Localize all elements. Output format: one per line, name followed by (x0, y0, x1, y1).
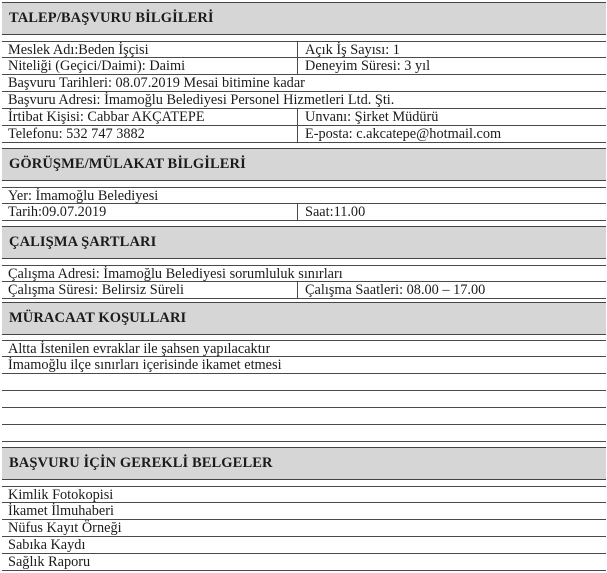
row-meslek (2, 41, 606, 58)
blank-line (2, 391, 606, 408)
list-item (2, 486, 606, 503)
deneyim-cell: Deneyim Süresi: 3 yıl (305, 58, 431, 74)
row-calisma-sure (2, 282, 606, 299)
row-tarih-saat (2, 204, 606, 221)
acik-is-cell: Açık İş Sayısı: 1 (305, 42, 400, 58)
belge-item-5: Sağlık Raporu (8, 554, 91, 570)
calisma-adres-cell: Çalışma Adresi: İmamoğlu Belediyesi sorumluluk sınırları (8, 266, 343, 281)
meslek-cell: Meslek Adı:Beden İşçisi (2, 42, 298, 57)
nitelik-cell: Niteliği (Geçici/Daimi): Daimi (2, 58, 298, 74)
list-item (2, 520, 606, 537)
belge-item-4: Sabıka Kaydı (8, 537, 86, 553)
row-telefon (2, 126, 606, 143)
list-item (2, 340, 606, 357)
calisma-saatleri-cell: Çalışma Saatleri: 08.00 – 17.00 (305, 282, 486, 298)
row-basvuru-adres (2, 92, 606, 109)
blank-line (2, 374, 606, 391)
row-basvuru-tarih (2, 75, 606, 92)
row-nitelik (2, 58, 606, 75)
section-heading-calisma: ÇALIŞMA ŞARTLARI (2, 226, 606, 259)
row-irtibat (2, 109, 606, 126)
blank-line (2, 408, 606, 425)
section-heading-muracaat: MÜRACAAT KOŞULLARI (2, 302, 606, 335)
basvuru-adres-cell: Başvuru Adresi: İmamoğlu Belediyesi Personel Hizmetleri Ltd. Şti. (8, 92, 395, 108)
job-posting-form (2, 2, 606, 571)
list-item (2, 357, 606, 374)
basvuru-tarih-cell: Başvuru Tarihleri: 08.07.2019 Mesai bitimine kadar (8, 75, 305, 91)
telefon-cell: Telefonu: 532 747 3882 (2, 126, 298, 142)
list-item (2, 554, 606, 571)
row-calisma-adres (2, 265, 606, 282)
belge-item-3: Nüfus Kayıt Örneği (8, 520, 122, 536)
muracaat-item-1: Altta İstenilen evraklar ile şahsen yapılacaktır (8, 341, 271, 356)
belge-item-2: İkamet İlmuhaberi (8, 503, 114, 519)
section-heading-talep: TALEP/BAŞVURU BİLGİLERİ (2, 2, 606, 35)
gorusme-saat-cell: Saat:11.00 (305, 204, 366, 220)
blank-line (2, 425, 606, 442)
row-yer (2, 187, 606, 204)
yer-cell: Yer: İmamoğlu Belediyesi (8, 188, 159, 203)
section-heading-gorusme: GÖRÜŞME/MÜLAKAT BİLGİLERİ (2, 148, 606, 181)
irtibat-cell: İrtibat Kişisi: Cabbar AKÇATEPE (2, 109, 298, 125)
belge-item-1: Kimlik Fotokopisi (8, 487, 114, 502)
list-item (2, 503, 606, 520)
list-item (2, 537, 606, 554)
muracaat-item-2: İmamoğlu ilçe sınırları içerisinde ikamet etmesi (8, 357, 282, 373)
calisma-sure-cell: Çalışma Süresi: Belirsiz Süreli (2, 282, 298, 298)
eposta-cell: E-posta: c.akcatepe@hotmail.com (305, 126, 502, 142)
gorusme-tarih-cell: Tarih:09.07.2019 (2, 204, 298, 220)
section-heading-belgeler: BAŞVURU İÇİN GEREKLİ BELGELER (2, 447, 606, 480)
unvan-cell: Unvanı: Şirket Müdürü (305, 109, 439, 125)
